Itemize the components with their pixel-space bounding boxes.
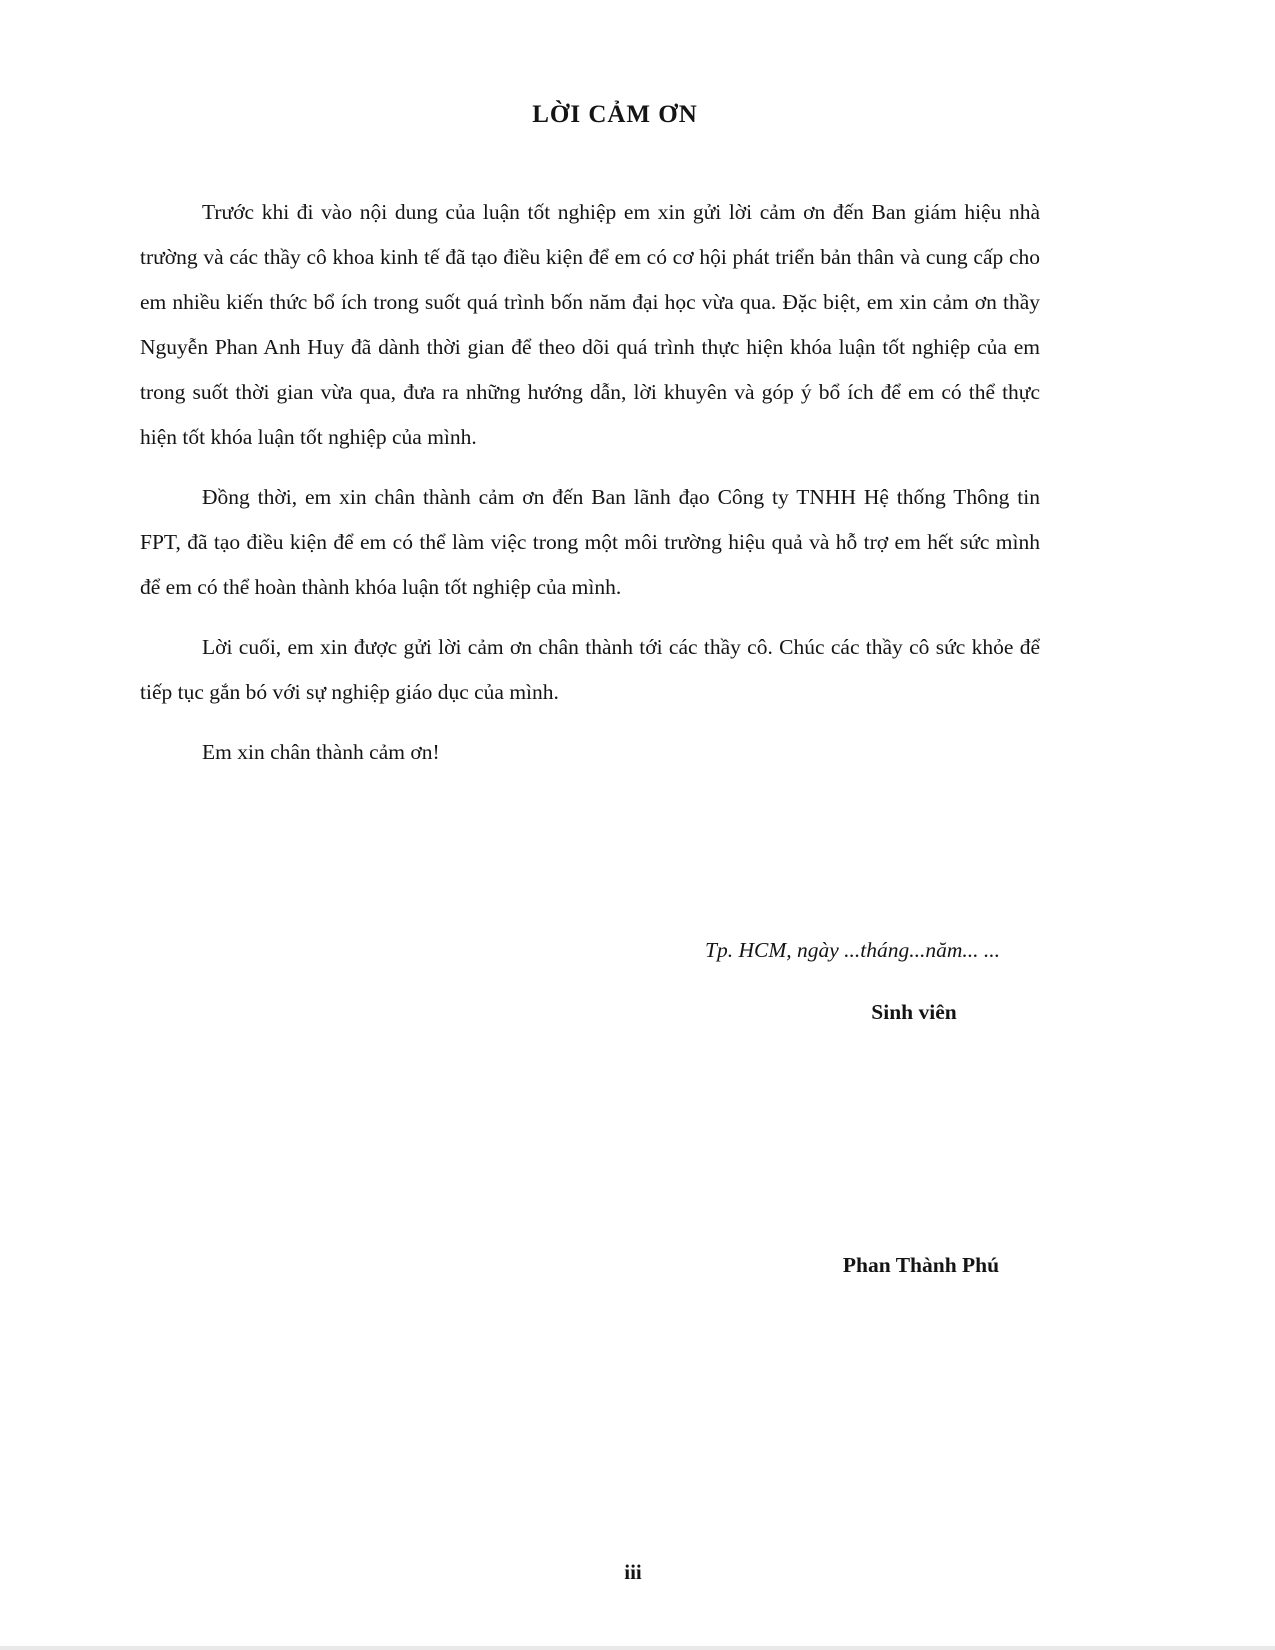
paragraph: Trước khi đi vào nội dung của luận tốt nghiệp em xin gửi lời cảm ơn đến Ban giám hiệu nhà trường và các thầy cô khoa kinh tế đã tạo điều kiện để em có cơ hội phát triển bản thân và cung cấp cho em nhiều kiến thức bổ ích trong suốt quá trình bốn năm đại học vừa qua. Đặc biệt, em xin cảm ơn thầy Nguyễn Phan Anh Huy đã dành thời gian để theo dõi quá trình thực hiện khóa luận tốt nghiệp của em trong suốt thời gian vừa qua, đưa ra những hướng dẫn, lời khuyên và góp ý bổ ích để em có thể thực hiện tốt khóa luận tốt nghiệp của mình. <box>140 200 1040 449</box>
paragraph: Đồng thời, em xin chân thành cảm ơn đến Ban lãnh đạo Công ty TNHH Hệ thống Thông tin FPT, đã tạo điều kiện để em có thể làm việc trong một môi trường hiệu quả và hỗ trợ em hết sức mình để em có thể hoàn thành khóa luận tốt nghiệp của mình. <box>140 485 1040 599</box>
body-text <box>140 190 1040 790</box>
paragraph: Lời cuối, em xin được gửi lời cảm ơn chân thành tới các thầy cô. Chúc các thầy cô sức khỏe để tiếp tục gắn bó với sự nghiệp giáo dục của mình. <box>140 635 1040 704</box>
scan-edge-artifact <box>0 1646 1275 1650</box>
page-title: LỜI CẢM ƠN <box>532 101 698 128</box>
signature-name: Phan Thành Phú <box>842 1253 1000 1277</box>
date-place-line: Tp. HCM, ngày ...tháng...năm... ... <box>705 938 1001 962</box>
signature-role: Sinh viên <box>871 1000 957 1024</box>
page-number: iii <box>624 1560 642 1584</box>
closing-line: Em xin chân thành cảm ơn! <box>202 740 440 764</box>
